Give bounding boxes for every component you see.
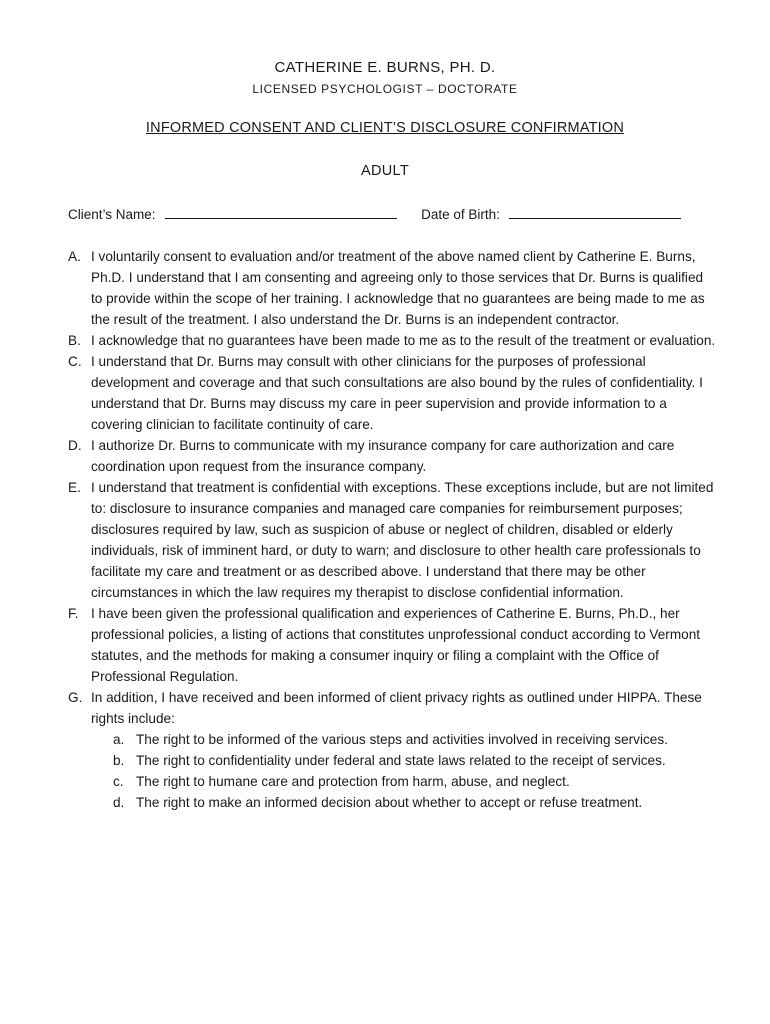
right-letter: a. <box>113 732 125 747</box>
clause-text: In addition, I have received and been informed of client privacy rights as outlined under HIPPA. These rights include: <box>91 690 702 726</box>
right-text: The right to make an informed decision about whether to accept or refuse treatment. <box>136 795 643 810</box>
clause-a <box>68 246 718 330</box>
right-item-c <box>91 771 718 792</box>
right-letter: b. <box>113 753 125 768</box>
clause-letter: G. <box>68 690 83 705</box>
right-text: The right to be informed of the various steps and activities involved in receiving services. <box>136 732 668 747</box>
clause-letter: C. <box>68 354 82 369</box>
clause-f <box>68 603 718 687</box>
practitioner-credential: LICENSED PSYCHOLOGIST – DOCTORATE <box>252 82 518 96</box>
clause-e <box>68 477 718 603</box>
right-item-b <box>91 750 718 771</box>
date-of-birth-label: Date of Birth: <box>421 207 500 222</box>
client-name-field[interactable] <box>165 205 397 219</box>
clause-text: I authorize Dr. Burns to communicate with my insurance company for care authorization and care coordination upon request from the insurance company. <box>91 438 675 474</box>
document-title: INFORMED CONSENT AND CLIENT’S DISCLOSURE CONFIRMATION <box>145 120 625 136</box>
client-name-label: Client’s Name: <box>68 207 156 222</box>
clause-text: I understand that treatment is confidential with exceptions. These exceptions include, but are not limited to: disclosure to insurance companies and managed care companies for reimbursement purposes; disclosures required by law, such as suspicion of abuse or neglect of children, disabled or elderly individuals, risk of imminent hard, or duty to warn; and disclosure to other health care professionals to facilitate my care and treatment or as described above. I understand that there may be other circumstances in which the law requires my therapist to disclose confidential information. <box>91 480 714 600</box>
privacy-rights-list <box>91 729 718 813</box>
right-item-d <box>91 792 718 813</box>
clause-d <box>68 435 718 477</box>
client-info-fields <box>68 205 708 222</box>
clause-letter: A. <box>68 249 81 264</box>
right-letter: c. <box>113 774 124 789</box>
clause-text: I acknowledge that no guarantees have been made to me as to the result of the treatment or evaluation. <box>91 333 716 348</box>
clause-g <box>68 687 718 813</box>
clause-b <box>68 330 718 351</box>
clause-letter: E. <box>68 480 81 495</box>
clause-text: I voluntarily consent to evaluation and/or treatment of the above named client by Catherine E. Burns, Ph.D. I understand that I am consenting and agreeing only to those services that Dr. Burns is qualified to provide within the scope of her training. I acknowledge that no guarantees are being made to me as the result of the treatment. I also understand the Dr. Burns is an independent contractor. <box>91 249 705 327</box>
clause-text: I have been given the professional qualification and experiences of Catherine E. Burns, Ph.D., her professional policies, a listing of actions that constitutes unprofessional conduct according to Vermont statutes, and the methods for making a consumer inquiry or filing a complaint with the Office of Professional Regulation. <box>91 606 701 684</box>
practitioner-name: CATHERINE E. BURNS, PH. D. <box>274 59 496 76</box>
consent-clauses <box>68 246 718 813</box>
clause-letter: F. <box>68 606 79 621</box>
right-text: The right to humane care and protection from harm, abuse, and neglect. <box>136 774 570 789</box>
date-of-birth-field[interactable] <box>509 205 681 219</box>
clause-c <box>68 351 718 435</box>
right-item-a <box>91 729 718 750</box>
right-letter: d. <box>113 795 125 810</box>
clause-letter: D. <box>68 438 82 453</box>
right-text: The right to confidentiality under federal and state laws related to the receipt of services. <box>136 753 666 768</box>
clause-text: I understand that Dr. Burns may consult with other clinicians for the purposes of professional development and coverage and that such consultations are also bound by the rules of confidentiality. I understand that Dr. Burns may discuss my care in peer supervision and provide information to a covering clinician to facilitate continuity of care. <box>91 354 703 432</box>
clause-letter: B. <box>68 333 81 348</box>
document-subtitle: ADULT <box>361 163 409 179</box>
